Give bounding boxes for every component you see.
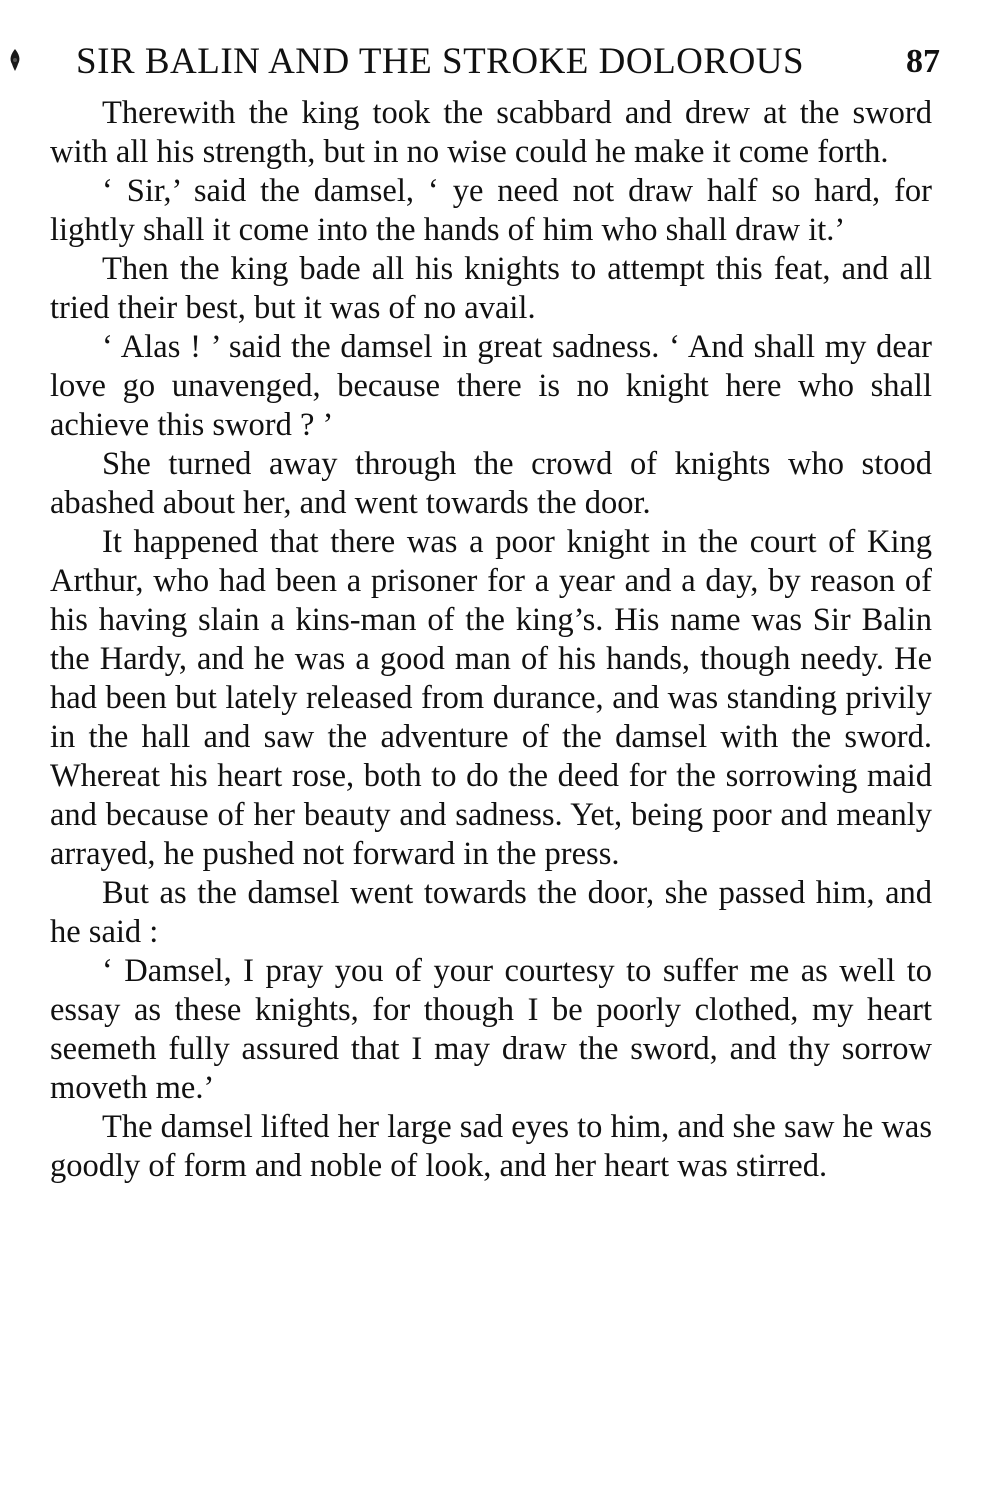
- page-number: 87: [906, 43, 940, 80]
- paragraph: Therewith the king took the scabbard and drew at the sword with all his strength, but in no wise could he make it come forth.: [50, 95, 932, 170]
- body-text: [50, 94, 932, 1454]
- paragraph: She turned away through the crowd of knights who stood abashed about her, and went towards the door.: [50, 446, 932, 521]
- paragraph: It happened that there was a poor knight in the court of King Arthur, who had been a prisoner for a year and a day, by reason of his having slain a kins-man of the king’s. His name was Sir Balin the Hardy, and he was a good man of his hands, though needy. He had been but lately released from durance, and was standing privily in the hall and saw the adventure of the damsel with the sword. Whereat his heart rose, both to do the deed for the sorrowing maid and because of her beauty and sadness. Yet, being poor and meanly arrayed, he pushed not forward in the press.: [50, 524, 932, 872]
- paragraph: The damsel lifted her large sad eyes to him, and she saw he was goodly of form and noble of look, and her heart was stirred.: [50, 1109, 932, 1184]
- printer-flower-icon: [8, 48, 22, 72]
- paragraph: Then the king bade all his knights to attempt this feat, and all tried their best, but it was of no avail.: [50, 251, 932, 326]
- paragraph: ‘ Damsel, I pray you of your courtesy to suffer me as well to essay as these knights, for though I be poorly clothed, my heart seemeth fully assured that I may draw the sword, and thy sorrow moveth me.’: [50, 953, 932, 1106]
- paragraph: ‘ Alas ! ’ said the damsel in great sadness. ‘ And shall my dear love go unavenged, because there is no knight here who shall achieve this sword ? ’: [50, 329, 932, 443]
- page-header: [54, 34, 940, 90]
- paragraph: But as the damsel went towards the door, she passed him, and he said :: [50, 875, 932, 950]
- paragraph: ‘ Sir,’ said the damsel, ‘ ye need not draw half so hard, for lightly shall it come into the hands of him who shall draw it.’: [50, 173, 932, 248]
- running-title: SIR BALIN AND THE STROKE DOLOROUS: [76, 41, 805, 82]
